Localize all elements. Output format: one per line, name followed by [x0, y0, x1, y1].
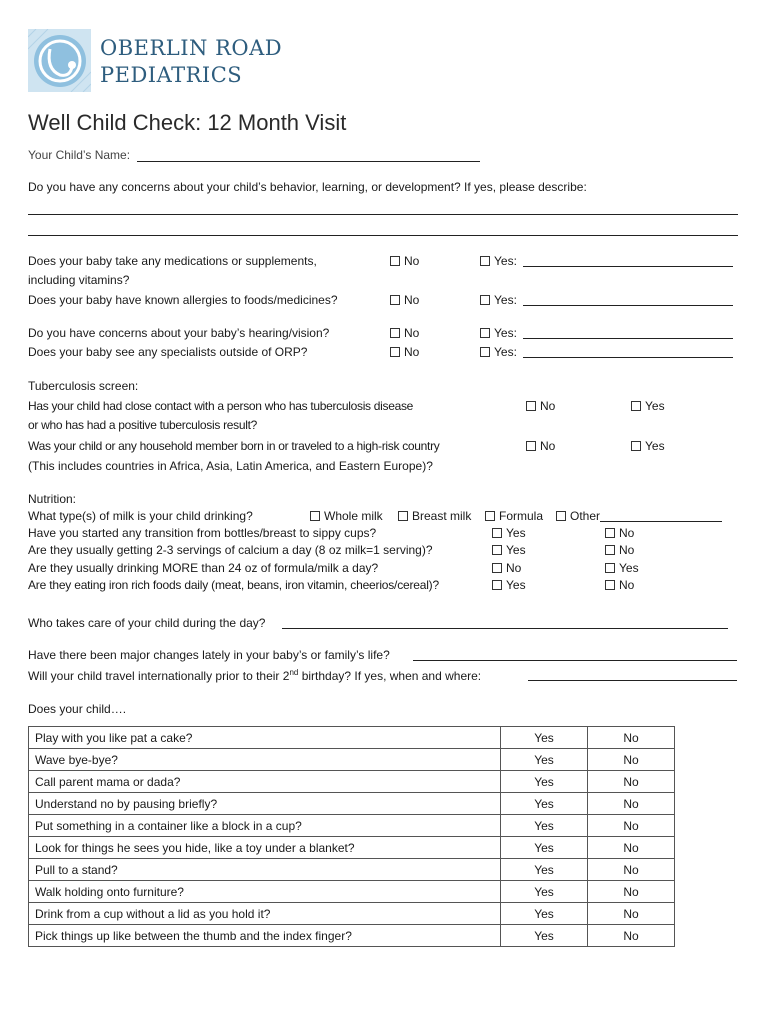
milestone-question: Play with you like pat a cake? [29, 727, 501, 749]
specialists-no-option[interactable]: No [390, 345, 419, 359]
checkbox-icon [526, 401, 536, 411]
table-row [29, 727, 675, 749]
more-than-24oz-no-option[interactable]: No [492, 561, 521, 575]
concerns-question: Do you have any concerns about your child’s behavior, learning, or development? If yes, please describe: [28, 180, 587, 194]
tb-contact-question-cont: or who has had a positive tuberculosis result? [28, 418, 258, 432]
checkbox-icon [390, 347, 400, 357]
stethoscope-circle-logo [28, 29, 91, 92]
daycare-question: Who takes care of your child during the day? [28, 616, 266, 630]
travel-field[interactable] [528, 680, 737, 681]
family-changes-field[interactable] [413, 660, 737, 661]
meds-question-cont: including vitamins? [28, 273, 130, 287]
other-option[interactable]: Other [556, 509, 600, 523]
checkbox-icon [390, 295, 400, 305]
checkbox-icon [480, 256, 490, 266]
hearing-no-option[interactable]: No [390, 326, 419, 340]
checkbox-icon [310, 511, 320, 521]
checkbox-icon [398, 511, 408, 521]
checkbox-icon [556, 511, 566, 521]
checkbox-icon [480, 295, 490, 305]
milestone-yes-cell[interactable]: Yes [501, 771, 588, 793]
brand-name-line1: OBERLIN ROAD [100, 36, 283, 60]
checkbox-icon [492, 545, 502, 555]
table-row [29, 881, 675, 903]
milestone-yes-cell[interactable]: Yes [501, 815, 588, 837]
hearing-question: Do you have concerns about your baby’s hearing/vision? [28, 326, 330, 340]
iron-no-option[interactable]: No [605, 578, 634, 592]
concerns-field-line-2[interactable] [28, 235, 738, 236]
milestone-no-cell[interactable]: No [588, 859, 675, 881]
milestone-question: Call parent mama or dada? [29, 771, 501, 793]
milestone-question: Wave bye-bye? [29, 749, 501, 771]
hearing-yes-option[interactable]: Yes: [480, 326, 517, 340]
checkbox-icon [492, 580, 502, 590]
milestone-yes-cell[interactable]: Yes [501, 793, 588, 815]
milestone-question: Drink from a cup without a lid as you hold it? [29, 903, 501, 925]
tb-travel-question-cont: (This includes countries in Africa, Asia, Latin America, and Eastern Europe)? [28, 459, 433, 473]
allergies-yes-option[interactable]: Yes: [480, 293, 517, 307]
milestone-no-cell[interactable]: No [588, 771, 675, 793]
tb-travel-yes-option[interactable]: Yes [631, 439, 665, 453]
milestone-no-cell[interactable]: No [588, 793, 675, 815]
tb-travel-question: Was your child or any household member born in or traveled to a high-risk country [28, 439, 440, 453]
checkbox-icon [605, 563, 615, 573]
milestone-no-cell[interactable]: No [588, 881, 675, 903]
checkbox-icon [605, 580, 615, 590]
concerns-field-line-1[interactable] [28, 214, 738, 215]
table-row [29, 815, 675, 837]
child-name-field[interactable] [137, 161, 480, 162]
checkbox-icon [492, 528, 502, 538]
allergies-yes-field[interactable] [523, 305, 733, 306]
milestone-no-cell[interactable]: No [588, 925, 675, 947]
daycare-field[interactable] [282, 628, 728, 629]
checkbox-icon [492, 563, 502, 573]
sippy-question: Have you started any transition from bottles/breast to sippy cups? [28, 526, 377, 540]
checkbox-icon [526, 441, 536, 451]
meds-no-option[interactable]: No [390, 254, 419, 268]
allergies-no-option[interactable]: No [390, 293, 419, 307]
calcium-question: Are they usually getting 2-3 servings of calcium a day (8 oz milk=1 serving)? [28, 543, 433, 557]
family-changes-question: Have there been major changes lately in your baby’s or family’s life? [28, 648, 390, 662]
more-than-24oz-yes-option[interactable]: Yes [605, 561, 639, 575]
milestone-no-cell[interactable]: No [588, 837, 675, 859]
milestone-question: Pick things up like between the thumb and the index finger? [29, 925, 501, 947]
meds-question: Does your baby take any medications or supplements, [28, 254, 317, 268]
table-row [29, 903, 675, 925]
milestone-yes-cell[interactable]: Yes [501, 859, 588, 881]
checkbox-icon [605, 528, 615, 538]
iron-yes-option[interactable]: Yes [492, 578, 526, 592]
milestone-question: Look for things he sees you hide, like a toy under a blanket? [29, 837, 501, 859]
tb-contact-yes-option[interactable]: Yes [631, 399, 665, 413]
milestone-no-cell[interactable]: No [588, 727, 675, 749]
table-row [29, 749, 675, 771]
checkbox-icon [485, 511, 495, 521]
milestone-yes-cell[interactable]: Yes [501, 749, 588, 771]
milestone-no-cell[interactable]: No [588, 749, 675, 771]
checkbox-icon [390, 328, 400, 338]
table-row [29, 771, 675, 793]
meds-yes-field[interactable] [523, 266, 733, 267]
tb-heading: Tuberculosis screen: [28, 379, 139, 393]
milestone-question: Understand no by pausing briefly? [29, 793, 501, 815]
tb-travel-no-option[interactable]: No [526, 439, 555, 453]
tb-contact-question: Has your child had close contact with a person who has tuberculosis disease [28, 399, 414, 413]
milestone-yes-cell[interactable]: Yes [501, 837, 588, 859]
table-row [29, 859, 675, 881]
milestone-question: Walk holding onto furniture? [29, 881, 501, 903]
milestone-no-cell[interactable]: No [588, 815, 675, 837]
iron-question: Are they eating iron rich foods daily (meat, beans, iron vitamin, cheerios/cereal)? [28, 578, 439, 592]
milestone-question: Put something in a container like a block in a cup? [29, 815, 501, 837]
sippy-no-option[interactable]: No [605, 526, 634, 540]
specialists-question: Does your baby see any specialists outside of ORP? [28, 345, 308, 359]
checkbox-icon [605, 545, 615, 555]
meds-yes-option[interactable]: Yes: [480, 254, 517, 268]
milestone-no-cell[interactable]: No [588, 903, 675, 925]
other-milk-field[interactable] [600, 521, 722, 522]
checkbox-icon [480, 328, 490, 338]
breast-milk-option[interactable]: Breast milk [398, 509, 471, 523]
does-your-child-heading: Does your child…. [28, 702, 127, 716]
milestone-yes-cell[interactable]: Yes [501, 881, 588, 903]
checkbox-icon [631, 401, 641, 411]
table-row [29, 925, 675, 947]
brand-name-line2: PEDIATRICS [100, 63, 243, 87]
calcium-no-option[interactable]: No [605, 543, 634, 557]
travel-question: Will your child travel internationally prior to their 2nd birthday? If yes, when and where: [28, 668, 482, 683]
calcium-yes-option[interactable]: Yes [492, 543, 526, 557]
tb-contact-no-option[interactable]: No [526, 399, 555, 413]
formula-option[interactable]: Formula [485, 509, 543, 523]
page-title: Well Child Check: 12 Month Visit [28, 110, 347, 135]
milestone-yes-cell[interactable]: Yes [501, 727, 588, 749]
specialists-yes-field[interactable] [523, 357, 733, 358]
child-name-label: Your Child’s Name: [28, 148, 131, 162]
milestones-table [28, 726, 675, 947]
allergies-question: Does your baby have known allergies to foods/medicines? [28, 293, 338, 307]
checkbox-icon [631, 441, 641, 451]
checkbox-icon [390, 256, 400, 266]
hearing-yes-field[interactable] [523, 338, 733, 339]
milestone-yes-cell[interactable]: Yes [501, 903, 588, 925]
more-than-24oz-question: Are they usually drinking MORE than 24 oz of formula/milk a day? [28, 561, 379, 575]
nutrition-heading: Nutrition: [28, 492, 77, 506]
checkbox-icon [480, 347, 490, 357]
table-row [29, 837, 675, 859]
specialists-yes-option[interactable]: Yes: [480, 345, 517, 359]
table-row [29, 793, 675, 815]
milestone-question: Pull to a stand? [29, 859, 501, 881]
milestone-yes-cell[interactable]: Yes [501, 925, 588, 947]
sippy-yes-option[interactable]: Yes [492, 526, 526, 540]
whole-milk-option[interactable]: Whole milk [310, 509, 383, 523]
milk-type-question: What type(s) of milk is your child drinking? [28, 509, 253, 523]
